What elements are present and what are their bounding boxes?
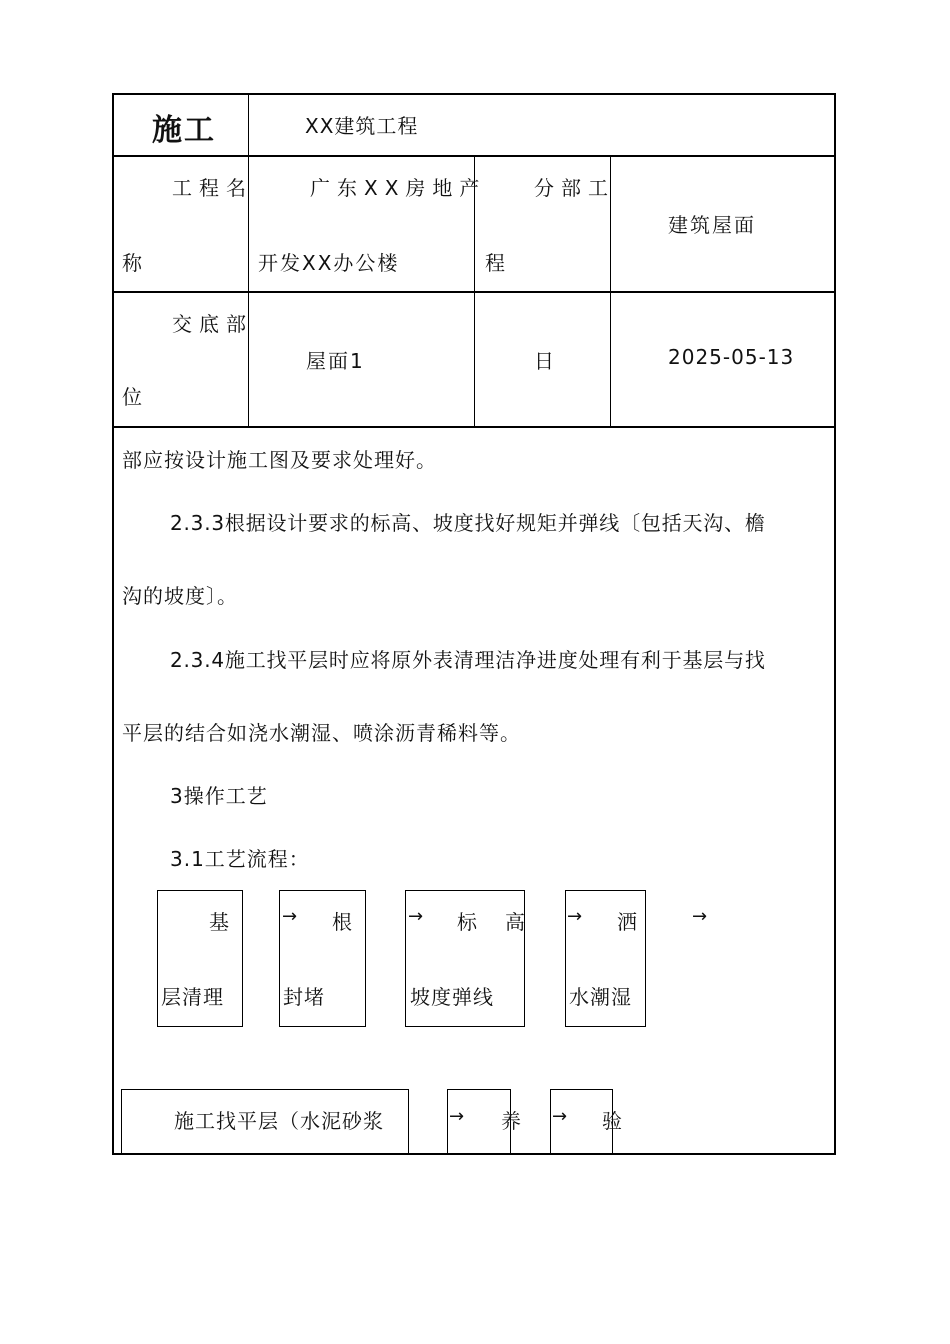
paragraph-cont: 沟的坡度〕。 <box>122 584 238 608</box>
date-label: 日 <box>534 349 555 373</box>
flow-step-top: 洒 <box>617 910 638 934</box>
flow-step-top: 基 <box>209 910 230 934</box>
subsection-label: 分部工 <box>534 176 615 200</box>
subsection-value: 建筑屋面 <box>668 213 756 237</box>
flow-step-bottom: 水潮湿 <box>569 985 632 1009</box>
project-name-label: 工程名 <box>172 176 253 200</box>
arrow-icon: → <box>567 906 583 927</box>
subsection-label-cont: 程 <box>485 251 512 275</box>
arrow-icon: → <box>692 906 708 927</box>
section-heading: 3操作工艺 <box>170 784 268 808</box>
part-value: 屋面1 <box>306 349 365 373</box>
col-divider <box>248 93 249 427</box>
paragraph-cont: 平层的结合如浇水潮湿、喷涂沥青稀料等。 <box>122 721 521 745</box>
part-label-cont: 位 <box>122 385 149 409</box>
project-title: XX建筑工程 <box>305 114 419 138</box>
arrow-icon: → <box>449 1106 465 1127</box>
subsection-heading: 3.1工艺流程： <box>170 847 310 871</box>
flow-step-top: 标 高 <box>457 910 529 934</box>
project-name-label-cont: 称 <box>122 251 149 275</box>
flow-step-top: 根 <box>332 910 353 934</box>
project-name-value: 广东XX房地产 <box>310 176 487 200</box>
paragraph: 2.3.3根据设计要求的标高、坡度找好规矩并弹线〔包括天沟、檐 <box>170 511 766 535</box>
paragraph: 2.3.4施工找平层时应将原外表清理洁净进度处理有利于基层与找 <box>170 648 766 672</box>
flow-step-bottom: 坡度弹线 <box>410 985 494 1009</box>
arrow-icon: → <box>408 906 424 927</box>
arrow-icon: → <box>552 1106 568 1127</box>
arrow-icon: → <box>282 906 298 927</box>
flow-step-bottom: 层清理 <box>161 985 224 1009</box>
flow-step-text: 验 <box>602 1109 623 1133</box>
flow-step-bottom: 封堵 <box>283 985 325 1009</box>
project-name-value-cont: 开发XX办公楼 <box>258 251 400 275</box>
date-value: 2025-05-13 <box>668 345 795 369</box>
flow-step-text: 施工找平层（水泥砂浆 <box>174 1109 384 1133</box>
paragraph: 部应按设计施工图及要求处理好。 <box>122 448 437 472</box>
page-title: 施工 <box>152 113 216 148</box>
part-label: 交底部 <box>172 312 253 336</box>
flow-step-text: 养 <box>501 1109 522 1133</box>
